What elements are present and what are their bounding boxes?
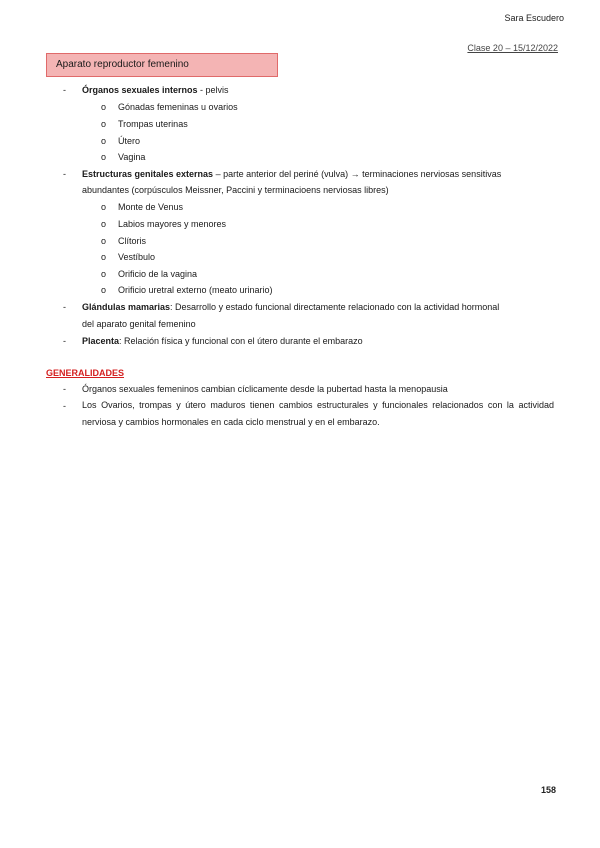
sub-bullet: o: [101, 252, 107, 262]
dash-bullet: -: [63, 401, 66, 411]
dash-bullet: -: [63, 85, 66, 95]
sub-bullet: o: [101, 102, 107, 112]
sub-list-item: Gónadas femeninas u ovarios: [118, 102, 238, 112]
class-date: Clase 20 – 15/12/2022: [467, 43, 558, 53]
sub-list-item: Orificio de la vagina: [118, 269, 198, 279]
dash-bullet: -: [63, 336, 66, 346]
list-item-text: : Relación física y funcional con el útero durante el embarazo: [119, 336, 363, 346]
list-item-continuation: abundantes (corpúsculos Meissner, Paccini y terminacioens nerviosas libres): [82, 185, 389, 195]
list-item-estructuras-externas: [82, 168, 501, 180]
sub-list-item: Labios mayores y menores: [118, 219, 227, 229]
sub-bullet: o: [101, 152, 107, 162]
dash-bullet: -: [63, 384, 66, 394]
sub-list-item: Útero: [118, 136, 141, 146]
sub-list-item: Trompas uterinas: [118, 119, 188, 129]
sub-list-item: Clítoris: [118, 236, 147, 246]
sub-bullet: o: [101, 285, 107, 295]
author-name: Sara Escudero: [504, 13, 564, 23]
sub-bullet: o: [101, 269, 107, 279]
list-item-organos-internos: [82, 84, 229, 96]
list-item-text: - pelvis: [197, 85, 229, 95]
dash-bullet: -: [63, 169, 66, 179]
list-item-bold: Glándulas mamarias: [82, 302, 171, 312]
sub-bullet: o: [101, 236, 107, 246]
sub-list-item: Vagina: [118, 152, 146, 162]
section-title: Aparato reproductor femenino: [56, 59, 189, 70]
list-item-text: – parte anterior del periné (vulva) → terminaciones nerviosas sensitivas: [213, 169, 502, 179]
generalidades-heading: GENERALIDADES: [46, 368, 125, 378]
list-item-text: : Desarrollo y estado funcional directamente relacionado con la actividad hormonal: [170, 302, 500, 312]
sub-bullet: o: [101, 202, 107, 212]
list-item-glandulas-mamarias: [82, 301, 499, 313]
list-item-continuation: del aparato genital femenino: [82, 319, 196, 329]
list-item-bold: Órganos sexuales internos: [82, 85, 198, 95]
sub-bullet: o: [101, 219, 107, 229]
section-title-box: [46, 53, 278, 77]
sub-bullet: o: [101, 136, 107, 146]
generalidades-item: Órganos sexuales femeninos cambian cíclicamente desde la pubertad hasta la menopausia: [82, 384, 448, 394]
page-number: 158: [540, 785, 556, 795]
generalidades-item: Los Ovarios, trompas y útero maduros tienen cambios estructurales y funcionales relacionados con la actividad nerviosa y cambios hormonales en cada ciclo menstrual y en el embarazo.: [82, 400, 554, 427]
sub-list-item: Vestíbulo: [118, 252, 156, 262]
list-item-bold: Estructuras genitales externas: [82, 169, 214, 179]
sub-bullet: o: [101, 119, 107, 129]
dash-bullet: -: [63, 302, 66, 312]
list-item-placenta: [82, 335, 363, 347]
sub-list-item: Monte de Venus: [118, 202, 184, 212]
list-item-bold: Placenta: [82, 336, 120, 346]
sub-list-item: Orificio uretral externo (meato urinario): [118, 285, 273, 295]
